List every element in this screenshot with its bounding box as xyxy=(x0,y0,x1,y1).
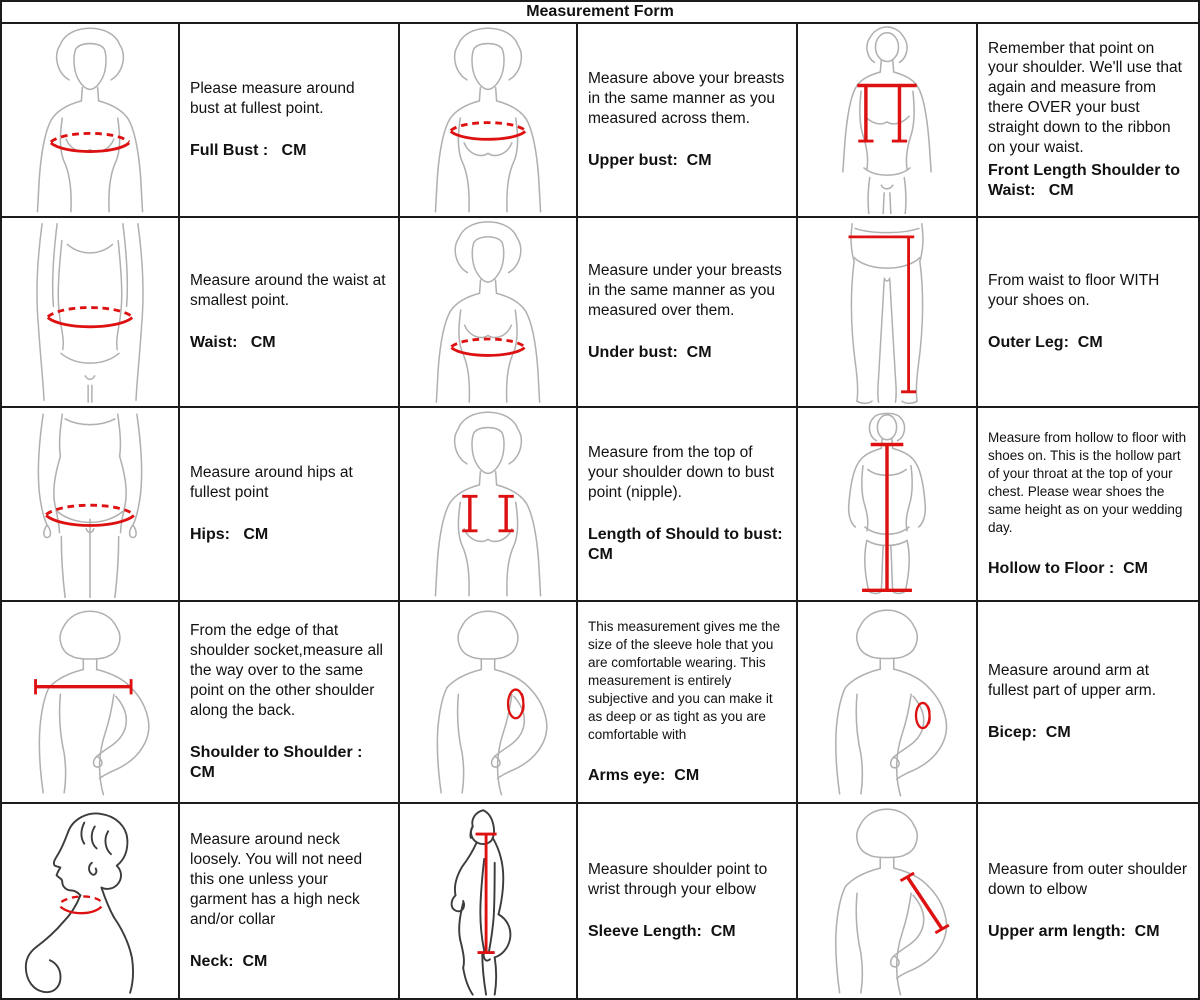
sleeve-length-illustration xyxy=(402,806,574,996)
bicep-description: Measure around arm at fullest part of upper arm. xyxy=(988,662,1156,699)
sleeve-length-figure xyxy=(400,804,576,998)
upper-arm-length-figure xyxy=(798,804,976,998)
hips-illustration xyxy=(4,410,176,598)
shoulder-to-shoulder-figure xyxy=(2,602,178,802)
sleeve-length-description: Measure shoulder point to wrist through your elbow xyxy=(588,861,768,898)
upper-arm-length-cell xyxy=(978,804,1198,998)
hollow-to-floor-cell xyxy=(978,408,1198,600)
outer-leg-label: Outer Leg: CM xyxy=(988,333,1103,351)
upper-arm-length-description: Measure from outer shoulder down to elbow xyxy=(988,861,1188,898)
arms-eye-label: Arms eye: CM xyxy=(588,767,700,785)
waist-cell xyxy=(180,218,398,406)
outer-leg-figure xyxy=(798,218,976,406)
shoulder-to-shoulder-illustration xyxy=(4,604,176,800)
hips-cell xyxy=(180,408,398,600)
arms-eye-cell xyxy=(578,602,796,802)
hips-figure xyxy=(2,408,178,600)
form-title: Measurement Form xyxy=(2,2,1198,22)
hips-description: Measure around hips at fullest point xyxy=(190,464,353,501)
upper-arm-length-illustration xyxy=(800,806,974,996)
bicep-cell xyxy=(978,602,1198,802)
upper-bust-illustration xyxy=(402,26,574,214)
under-bust-illustration xyxy=(402,220,574,404)
under-bust-description: Measure under your breasts in the same manner as you measured over them. xyxy=(588,262,782,319)
outer-leg-illustration xyxy=(800,220,974,404)
bicep-label: Bicep: CM xyxy=(988,723,1071,741)
outer-leg-cell xyxy=(978,218,1198,406)
shoulder-to-bust-label: Length of Should to bust: CM xyxy=(588,525,792,563)
under-bust-cell xyxy=(578,218,796,406)
upper-bust-cell xyxy=(578,24,796,216)
shoulder-to-shoulder-label: Shoulder to Shoulder : CM xyxy=(190,743,367,781)
hollow-to-floor-figure xyxy=(798,408,976,600)
upper-bust-label: Upper bust: CM xyxy=(588,151,712,169)
arms-eye-illustration xyxy=(402,604,574,800)
neck-illustration xyxy=(4,806,176,996)
waist-label: Waist: CM xyxy=(190,333,276,351)
front-length-figure xyxy=(798,24,976,216)
sleeve-length-label: Sleeve Length: CM xyxy=(588,922,736,940)
hips-label: Hips: CM xyxy=(190,525,269,543)
full-bust-illustration xyxy=(4,26,176,214)
front-length-description: Remember that point on your shoulder. We'll use that again and measure from there OVER your bust straight down to the ribbon on your waist. xyxy=(988,39,1182,156)
under-bust-label: Under bust: CM xyxy=(588,343,712,361)
hollow-to-floor-description: Measure from hollow to floor with shoes on. This is the hollow part of your throat at the top of your chest. Please wear shoes the same height as on your wedding day. xyxy=(988,429,1187,536)
neck-cell xyxy=(180,804,398,998)
hollow-to-floor-illustration xyxy=(800,410,974,598)
shoulder-to-bust-figure xyxy=(400,408,576,600)
shoulder-to-bust-illustration xyxy=(402,410,574,598)
full-bust-description: Please measure around bust at fullest point. xyxy=(190,80,355,117)
full-bust-cell xyxy=(180,24,398,216)
front-length-cell xyxy=(978,24,1198,216)
bicep-illustration xyxy=(800,604,974,800)
front-length-illustration xyxy=(800,26,974,214)
shoulder-to-shoulder-cell xyxy=(180,602,398,802)
hollow-to-floor-label: Hollow to Floor : CM xyxy=(988,560,1148,578)
arms-eye-figure xyxy=(400,602,576,802)
sleeve-length-cell xyxy=(578,804,796,998)
upper-arm-length-label: Upper arm length: CM xyxy=(988,922,1160,940)
upper-bust-description: Measure above your breasts in the same manner as you measured across them. xyxy=(588,70,785,127)
upper-bust-figure xyxy=(400,24,576,216)
neck-description: Measure around neck loosely. You will not need this one unless your garment has a high neck and/or collar xyxy=(190,831,363,928)
bicep-figure xyxy=(798,602,976,802)
shoulder-to-shoulder-description: From the edge of that shoulder socket,measure all the way over to the same point on the other shoulder along the back. xyxy=(190,622,383,719)
neck-label: Neck: CM xyxy=(190,952,268,970)
under-bust-figure xyxy=(400,218,576,406)
waist-illustration xyxy=(4,220,176,404)
front-length-label: Front Length Shoulder to Waist: CM xyxy=(988,162,1185,200)
full-bust-label: Full Bust : CM xyxy=(190,141,307,159)
waist-description: Measure around the waist at smallest point. xyxy=(190,272,386,309)
shoulder-to-bust-cell xyxy=(578,408,796,600)
full-bust-figure xyxy=(2,24,178,216)
waist-figure xyxy=(2,218,178,406)
shoulder-to-bust-description: Measure from the top of your shoulder down to bust point (nipple). xyxy=(588,444,775,501)
arms-eye-description: This measurement gives me the size of the sleeve hole that you are comfortable wearing. This measurement is entirely subjective and you can make it as deep or as tight as you are comfortable with xyxy=(588,618,781,743)
outer-leg-description: From waist to floor WITH your shoes on. xyxy=(988,272,1160,309)
neck-figure xyxy=(2,804,178,998)
